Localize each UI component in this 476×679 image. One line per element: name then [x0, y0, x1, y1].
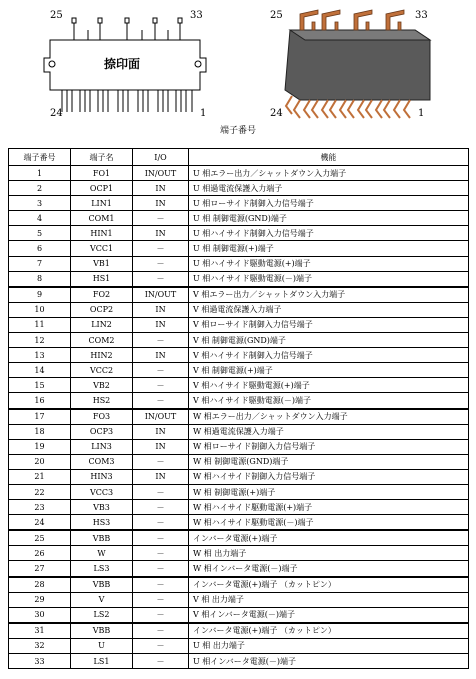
table-row	[9, 424, 469, 439]
cell-pin-name: HS1	[71, 271, 133, 287]
cell-function: U 相過電流保護入力端子	[189, 181, 469, 196]
table-row	[9, 196, 469, 211]
cell-pin-name: FO3	[71, 409, 133, 425]
cell-pin-name: VCC2	[71, 363, 133, 378]
table-row	[9, 577, 469, 593]
cell-pin-name: COM3	[71, 454, 133, 469]
cell-pin-number: 17	[9, 409, 71, 425]
cell-function: W 相過電流保護入力端子	[189, 424, 469, 439]
table-body	[9, 166, 469, 669]
table-row	[9, 530, 469, 546]
cell-function: W 相エラー出力／シャットダウン入力端子	[189, 409, 469, 425]
cell-io: －	[133, 393, 189, 409]
cell-io: IN	[133, 226, 189, 241]
photo-pin-label-1: 1	[418, 108, 425, 119]
table-row	[9, 592, 469, 607]
marking-surface-label: 捺印面	[104, 57, 141, 71]
cell-io: －	[133, 530, 189, 546]
cell-pin-number: 15	[9, 378, 71, 393]
cell-pin-number: 26	[9, 546, 71, 561]
cell-function: V 相ローサイド制御入力信号端子	[189, 317, 469, 332]
cell-pin-name: VBB	[71, 577, 133, 593]
cell-pin-name: VBB	[71, 530, 133, 546]
cell-io: －	[133, 623, 189, 639]
header-io: I/O	[133, 149, 189, 166]
cell-function: V 相 制御電源(+)端子	[189, 363, 469, 378]
table-row	[9, 241, 469, 256]
cell-function: W 相 制御電源(+)端子	[189, 484, 469, 499]
table-row	[9, 546, 469, 561]
cell-pin-number: 28	[9, 577, 71, 593]
table-row	[9, 454, 469, 469]
table-row	[9, 166, 469, 181]
cell-pin-name: HS2	[71, 393, 133, 409]
table-header-row	[9, 149, 469, 166]
table-row	[9, 623, 469, 639]
table-row	[9, 363, 469, 378]
cell-function: V 相インバータ電源(－)端子	[189, 607, 469, 623]
cell-pin-name: HIN1	[71, 226, 133, 241]
cell-io: IN	[133, 424, 189, 439]
cell-pin-name: LIN1	[71, 196, 133, 211]
pin-table	[8, 148, 469, 669]
cell-io: IN	[133, 181, 189, 196]
cell-pin-number: 23	[9, 500, 71, 515]
cell-function: V 相ハイサイド駆動電源(－)端子	[189, 393, 469, 409]
cell-io: IN	[133, 439, 189, 454]
header-function: 機能	[189, 149, 469, 166]
package-figure	[0, 0, 476, 138]
cell-pin-name: LIN3	[71, 439, 133, 454]
cell-pin-number: 30	[9, 607, 71, 623]
cell-pin-number: 13	[9, 348, 71, 363]
cell-pin-number: 22	[9, 484, 71, 499]
cell-pin-name: HIN2	[71, 348, 133, 363]
table-row	[9, 317, 469, 332]
cell-pin-name: VB1	[71, 256, 133, 271]
table-row	[9, 500, 469, 515]
table-row	[9, 271, 469, 287]
cell-io: －	[133, 607, 189, 623]
cell-pin-number: 19	[9, 439, 71, 454]
cell-pin-number: 10	[9, 302, 71, 317]
cell-io: －	[133, 333, 189, 348]
table-row	[9, 469, 469, 484]
cell-pin-number: 8	[9, 271, 71, 287]
cell-function: インバータ電源(+)端子	[189, 530, 469, 546]
cell-pin-name: VB2	[71, 378, 133, 393]
cell-function: インバータ電源(+)端子 （カットピン）	[189, 623, 469, 639]
table-row	[9, 484, 469, 499]
cell-function: U 相ハイサイド制御入力信号端子	[189, 226, 469, 241]
cell-pin-number: 1	[9, 166, 71, 181]
cell-pin-name: U	[71, 638, 133, 653]
cell-pin-name: VBB	[71, 623, 133, 639]
cell-pin-number: 3	[9, 196, 71, 211]
cell-pin-number: 21	[9, 469, 71, 484]
cell-pin-name: FO2	[71, 287, 133, 303]
cell-io: －	[133, 515, 189, 531]
cell-io: －	[133, 500, 189, 515]
cell-function: インバータ電源(+)端子 （カットピン）	[189, 577, 469, 593]
cell-io: －	[133, 378, 189, 393]
cell-function: V 相 出力端子	[189, 592, 469, 607]
cell-io: IN	[133, 348, 189, 363]
cell-io: －	[133, 363, 189, 378]
cell-io: IN	[133, 317, 189, 332]
cell-io: IN/OUT	[133, 166, 189, 181]
pin-label-24: 24	[50, 108, 63, 119]
photo-pin-label-33: 33	[415, 10, 428, 21]
cell-pin-number: 7	[9, 256, 71, 271]
cell-pin-name: OCP3	[71, 424, 133, 439]
cell-function: W 相ハイサイド駆動電源(+)端子	[189, 500, 469, 515]
cell-io: －	[133, 241, 189, 256]
cell-function: U 相ローサイド制御入力信号端子	[189, 196, 469, 211]
cell-function: V 相エラー出力／シャットダウン入力端子	[189, 287, 469, 303]
cell-function: U 相 制御電源(GND)端子	[189, 211, 469, 226]
cell-io: －	[133, 592, 189, 607]
cell-pin-name: VB3	[71, 500, 133, 515]
cell-pin-name: V	[71, 592, 133, 607]
cell-function: V 相過電流保護入力端子	[189, 302, 469, 317]
cell-io: IN	[133, 196, 189, 211]
cell-pin-number: 33	[9, 654, 71, 669]
cell-pin-number: 11	[9, 317, 71, 332]
cell-io: －	[133, 561, 189, 577]
cell-function: U 相 制御電源(+)端子	[189, 241, 469, 256]
cell-pin-number: 24	[9, 515, 71, 531]
package-outline-drawing	[0, 0, 476, 138]
table-row	[9, 378, 469, 393]
cell-function: V 相ハイサイド駆動電源(+)端子	[189, 378, 469, 393]
cell-function: U 相インバータ電源(－)端子	[189, 654, 469, 669]
cell-pin-name: LS2	[71, 607, 133, 623]
pin-label-33: 33	[190, 10, 203, 21]
table-row	[9, 439, 469, 454]
cell-function: U 相エラー出力／シャットダウン入力端子	[189, 166, 469, 181]
cell-pin-name: W	[71, 546, 133, 561]
cell-io: －	[133, 546, 189, 561]
table-row	[9, 302, 469, 317]
figure-caption: 端子番号	[219, 126, 256, 136]
cell-io: IN/OUT	[133, 287, 189, 303]
cell-pin-number: 27	[9, 561, 71, 577]
cell-pin-name: HS3	[71, 515, 133, 531]
cell-pin-number: 6	[9, 241, 71, 256]
cell-pin-name: LIN2	[71, 317, 133, 332]
cell-pin-name: VCC3	[71, 484, 133, 499]
cell-function: W 相 制御電源(GND)端子	[189, 454, 469, 469]
table-row	[9, 393, 469, 409]
cell-pin-name: COM1	[71, 211, 133, 226]
cell-pin-name: FO1	[71, 166, 133, 181]
table-row	[9, 256, 469, 271]
package-photo	[285, 10, 430, 118]
cell-function: U 相 出力端子	[189, 638, 469, 653]
photo-pin-label-24: 24	[270, 108, 283, 119]
cell-io: －	[133, 654, 189, 669]
cell-io: IN	[133, 302, 189, 317]
cell-function: W 相ローサイド制御入力信号端子	[189, 439, 469, 454]
cell-pin-number: 14	[9, 363, 71, 378]
photo-pin-label-25: 25	[270, 10, 283, 21]
table-row	[9, 226, 469, 241]
pin-label-1: 1	[200, 108, 207, 119]
cell-io: IN/OUT	[133, 409, 189, 425]
cell-io: IN	[133, 469, 189, 484]
cell-function: U 相ハイサイド駆動電源(+)端子	[189, 256, 469, 271]
cell-function: V 相ハイサイド制御入力信号端子	[189, 348, 469, 363]
cell-function: V 相 制御電源(GND)端子	[189, 333, 469, 348]
cell-pin-number: 16	[9, 393, 71, 409]
table-row	[9, 333, 469, 348]
cell-pin-name: VCC1	[71, 241, 133, 256]
table-row	[9, 561, 469, 577]
cell-io: －	[133, 271, 189, 287]
table-row	[9, 654, 469, 669]
cell-pin-number: 32	[9, 638, 71, 653]
cell-pin-number: 20	[9, 454, 71, 469]
cell-function: W 相ハイサイド駆動電源(－)端子	[189, 515, 469, 531]
cell-pin-number: 9	[9, 287, 71, 303]
table-row	[9, 211, 469, 226]
table-row	[9, 515, 469, 531]
cell-pin-number: 2	[9, 181, 71, 196]
cell-pin-number: 4	[9, 211, 71, 226]
table-row	[9, 181, 469, 196]
cell-pin-name: HIN3	[71, 469, 133, 484]
header-pin-name: 端子名	[71, 149, 133, 166]
cell-io: －	[133, 211, 189, 226]
cell-pin-name: LS1	[71, 654, 133, 669]
cell-function: W 相インバータ電源(－)端子	[189, 561, 469, 577]
cell-pin-number: 31	[9, 623, 71, 639]
cell-pin-number: 25	[9, 530, 71, 546]
cell-io: －	[133, 484, 189, 499]
cell-io: －	[133, 454, 189, 469]
cell-io: －	[133, 256, 189, 271]
pin-label-25: 25	[50, 10, 63, 21]
cell-function: U 相ハイサイド駆動電源(－)端子	[189, 271, 469, 287]
cell-pin-number: 18	[9, 424, 71, 439]
table-row	[9, 348, 469, 363]
table-row	[9, 287, 469, 303]
cell-pin-number: 5	[9, 226, 71, 241]
cell-io: －	[133, 638, 189, 653]
table-row	[9, 638, 469, 653]
cell-pin-number: 29	[9, 592, 71, 607]
cell-pin-name: OCP2	[71, 302, 133, 317]
cell-pin-name: LS3	[71, 561, 133, 577]
cell-pin-name: OCP1	[71, 181, 133, 196]
table-row	[9, 607, 469, 623]
cell-function: W 相ハイサイド制御入力信号端子	[189, 469, 469, 484]
cell-io: －	[133, 577, 189, 593]
cell-pin-name: COM2	[71, 333, 133, 348]
header-pin-number: 端子番号	[9, 149, 71, 166]
table-row	[9, 409, 469, 425]
cell-pin-number: 12	[9, 333, 71, 348]
cell-function: W 相 出力端子	[189, 546, 469, 561]
